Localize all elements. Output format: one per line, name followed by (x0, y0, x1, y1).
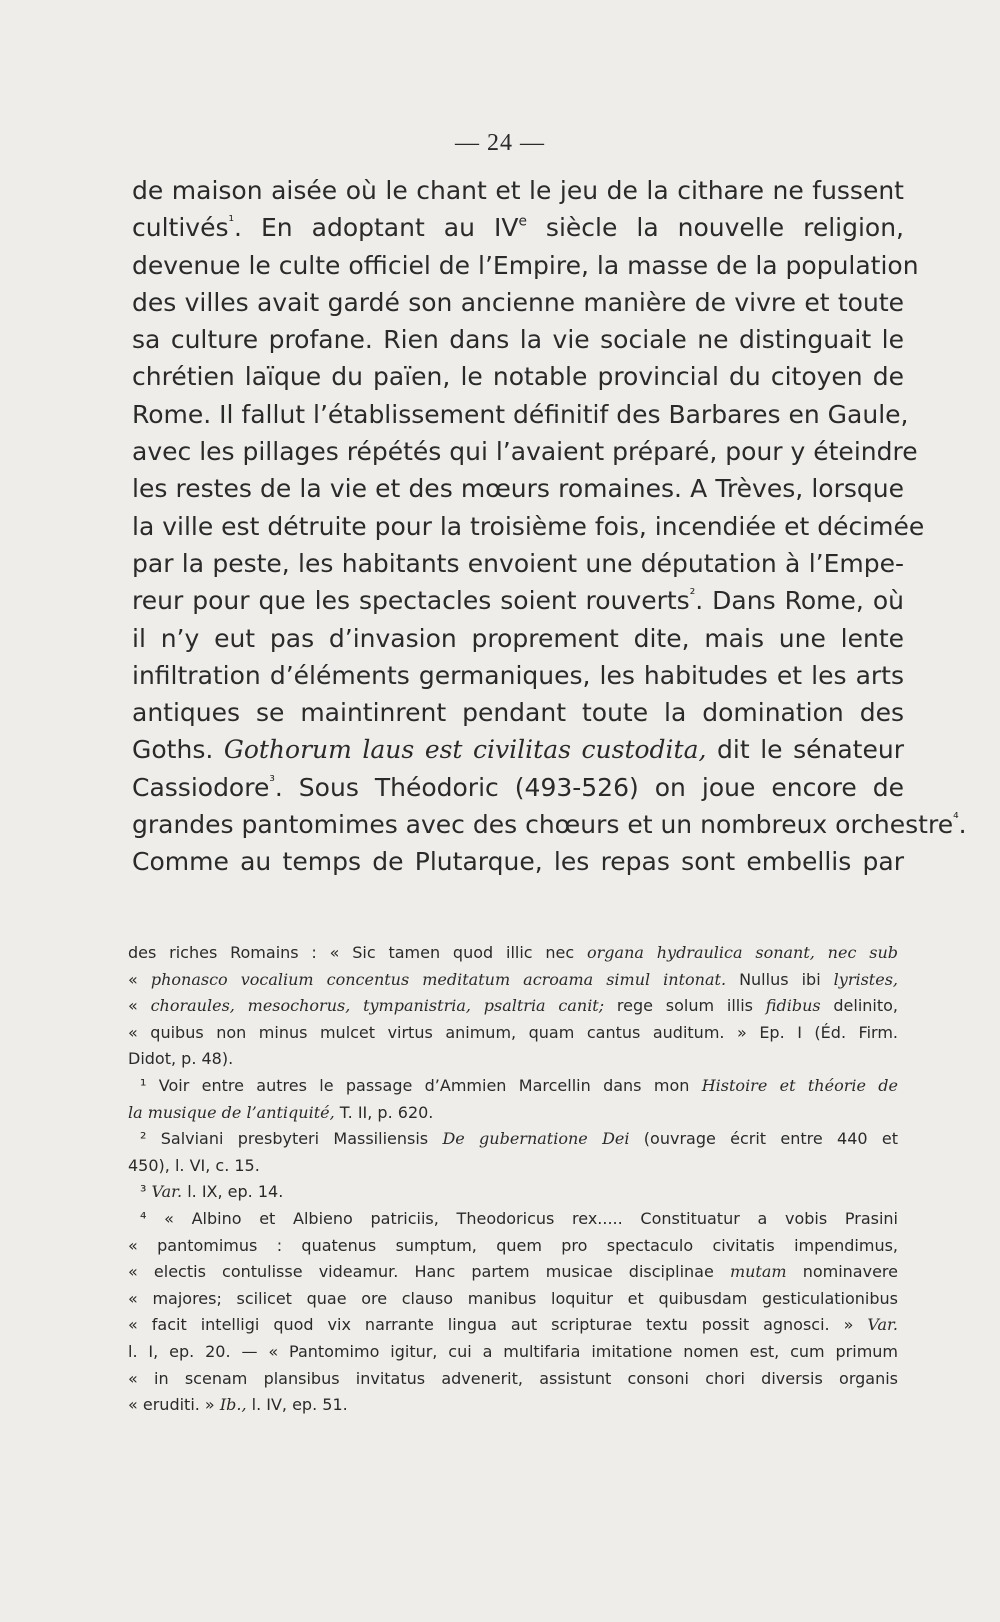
text-run: « facit intelligi quod vix narrante lingua aut scripturae textu possit agnosci. » (128, 1315, 868, 1335)
text-line (132, 508, 925, 545)
italic-run: organa hydraulica sonant, nec sub (587, 943, 898, 962)
text-line (132, 620, 904, 657)
text-run: ³ (140, 1182, 152, 1202)
text-run: (ouvrage écrit entre 440 et (629, 1129, 899, 1149)
text-line (132, 731, 904, 768)
text-line (132, 396, 909, 433)
footnote-line (128, 967, 898, 994)
text-run: « (128, 969, 151, 989)
italic-run: phonasco vocalium concentus meditatum acroama simul intonat. (150, 969, 727, 989)
footnote-line (128, 993, 898, 1020)
text-run: infiltration d’éléments germaniques, les habitudes et les arts (132, 660, 904, 690)
text-run: . Sous Théodoric (493-526) on joue encore de (274, 772, 904, 802)
text-line (132, 545, 904, 582)
text-run: par la peste, les habitants envoient une députation à l’Empe- (132, 548, 904, 578)
page-number: — 24 — (455, 130, 545, 156)
text-run: « in scenam plansibus invitatus advenerit, assistunt consoni chori diversis organis (128, 1368, 898, 1388)
italic-run: Histoire et théorie de (701, 1075, 898, 1095)
footnote-line (128, 1312, 898, 1339)
text-run: T. II, p. 620. (334, 1102, 434, 1122)
text-run: Goths. (132, 735, 224, 765)
text-run: « eruditi. » (128, 1395, 220, 1415)
text-line (132, 657, 904, 694)
italic-quote: Gothorum laus est civilitas custodita, (223, 735, 707, 765)
text-line (132, 433, 918, 470)
text-run: l. IX, ep. 14. (182, 1182, 284, 1202)
text-line (132, 806, 967, 843)
text-run: antiques se maintinrent pendant toute la domination des (132, 698, 904, 728)
text-run: Comme au temps de Plutarque, les repas sont embellis par (132, 847, 904, 877)
footnotes (128, 940, 898, 1419)
text-run: Didot, p. 48). (128, 1049, 234, 1069)
footnote-ref-3: ³ (269, 773, 275, 790)
text-line (132, 172, 904, 209)
text-line (132, 470, 904, 507)
text-run: l. IV, ep. 51. (246, 1395, 348, 1415)
italic-run: lyristes, (833, 969, 898, 989)
footnote-line (128, 1259, 898, 1286)
italic-run: fidibus (765, 996, 821, 1016)
footnote-line (128, 1153, 898, 1180)
text-run: . (958, 810, 967, 840)
footnote-line (128, 940, 898, 967)
text-run: . Dans Rome, où (695, 586, 904, 616)
text-run: « quibus non minus mulcet virtus animum, quam cantus auditum. » Ep. I (Éd. Firm. (128, 1022, 898, 1042)
italic-run: Var. (151, 1182, 183, 1202)
text-run: les restes de la vie et des mœurs romaines. A Trèves, lorsque (132, 474, 904, 504)
italic-run: la musique de l’antiquité, (128, 1102, 335, 1122)
text-run: ¹ Voir entre autres le passage d’Ammien Marcellin dans mon (140, 1075, 702, 1095)
text-run: « majores; scilicet quae ore clauso manibus loquitur et quibusdam gesticulationibus (128, 1288, 898, 1308)
text-run: l. I, ep. 20. — « Pantomimo igitur, cui a multifaria imitatione nomen est, cum primum (128, 1341, 898, 1361)
footnote-ref-2: ² (689, 586, 696, 603)
italic-run: choraules, mesochorus, tympanistria, psaltria canit; (150, 996, 605, 1016)
text-run: « electis contulisse videamur. Hanc partem musicae disciplinae (128, 1262, 730, 1282)
text-line (132, 843, 904, 880)
text-run: il n’y eut pas d’invasion proprement dite, mais une lente (132, 623, 904, 653)
italic-run: Ib., (219, 1395, 247, 1415)
text-run: Rome. Il fallut l’établissement définitif des Barbares en Gaule, (132, 399, 909, 429)
text-run: ² Salviani presbyteri Massiliensis (140, 1129, 443, 1149)
text-line (132, 769, 904, 806)
text-run: avec les pillages répétés qui l’avaient préparé, pour y éteindre (132, 437, 918, 467)
superscript-e: e (518, 213, 527, 230)
text-run: cultivés (132, 213, 229, 243)
text-run: . En adoptant au IV (234, 213, 519, 243)
text-run: Cassiodore (132, 772, 270, 802)
text-run: de maison aisée où le chant et le jeu de la cithare ne fussent (132, 176, 904, 205)
footnote-line (128, 1179, 898, 1206)
text-line (132, 358, 904, 395)
footnote-line (128, 1206, 898, 1233)
text-run: « (128, 996, 151, 1016)
text-run: ⁴ « Albino et Albieno patriciis, Theodoricus rex..... Constituatur a vobis Prasini (140, 1208, 898, 1228)
text-run: rege solum illis (604, 996, 766, 1016)
text-line (132, 321, 904, 358)
footnote-ref-4: ⁴ (953, 810, 959, 827)
footnote-line (128, 1046, 898, 1073)
text-line (132, 247, 919, 284)
text-run: devenue le culte officiel de l’Empire, la masse de la population (132, 250, 919, 280)
text-run: Nullus ibi (726, 969, 834, 989)
text-line (132, 284, 904, 321)
text-run: la ville est détruite pour la troisième fois, incendiée et décimée (132, 511, 925, 541)
main-text (132, 172, 967, 881)
italic-run: De gubernatione Dei (442, 1129, 630, 1149)
footnote-line (128, 1392, 898, 1419)
text-run: 450), l. VI, c. 15. (128, 1155, 260, 1175)
text-run: dit le sénateur (706, 735, 904, 765)
text-run: sa culture profane. Rien dans la vie sociale ne distinguait le (132, 325, 904, 355)
footnote-line (128, 1366, 898, 1393)
text-line (132, 694, 904, 731)
footnote-line (128, 1286, 898, 1313)
text-line (132, 582, 904, 619)
text-run: grandes pantomimes avec des chœurs et un nombreux orchestre (132, 810, 954, 840)
footnote-line (128, 1073, 898, 1100)
footnote-line (128, 1126, 898, 1153)
text-run: « pantomimus : quatenus sumptum, quem pro spectaculo civitatis impendimus, (128, 1235, 898, 1255)
footnote-line (128, 1339, 898, 1366)
text-run: nominavere (786, 1262, 898, 1282)
text-run: siècle la nouvelle religion, (526, 213, 905, 243)
footnote-line (128, 1020, 898, 1047)
text-run: delinito, (820, 996, 899, 1016)
text-run: des riches Romains : « Sic tamen quod illic nec (128, 943, 587, 962)
text-run: reur pour que les spectacles soient rouverts (132, 586, 690, 616)
text-run: des villes avait gardé son ancienne manière de vivre et toute (132, 287, 904, 317)
italic-run: Var. (867, 1315, 898, 1335)
footnote-line (128, 1233, 898, 1260)
italic-run: mutam (729, 1262, 787, 1282)
footnote-line (128, 1100, 898, 1127)
text-line (132, 209, 904, 246)
footnote-ref-1: ¹ (228, 213, 234, 230)
text-run: chrétien laïque du païen, le notable provincial du citoyen de (132, 362, 904, 392)
